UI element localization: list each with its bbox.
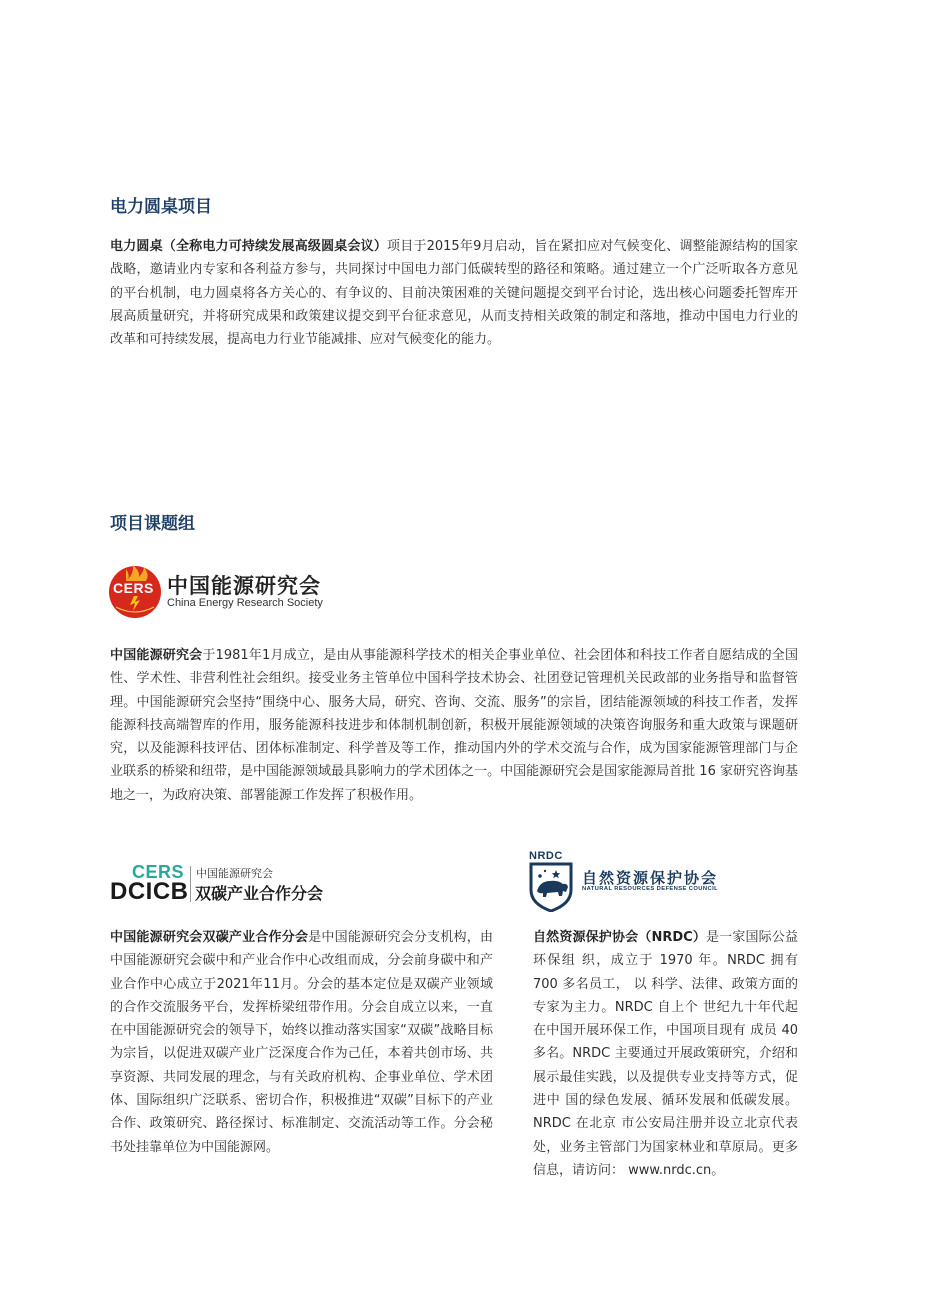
nrdc-paragraph bbox=[533, 926, 798, 1182]
nrdc-logo bbox=[528, 850, 768, 914]
dcicb-paragraph bbox=[110, 926, 493, 1159]
power-roundtable-paragraph bbox=[110, 235, 798, 351]
cers-logo bbox=[108, 563, 348, 619]
cers-body: 于1981年1月成立，是由从事能源科学技术的相关企事业单位、社会团体和科技工作者自愿结成的全国性、学术性、非营利性社会组织。接受业务主管单位中国科学技术协会、社团登记管理机关民政部的业务指导和监督管理。中国能源研究会坚持“围绕中心、服务大局，研究、咨询、交流、服务”的宗旨，团结能源领域的科技工作者，发挥能源科技高端智库的作用，服务能源科技进步和体制机制创新，积极开展能源领域的决策咨询服务和重大政策与课题研究，以及能源科技评估、团体标准制定、科学普及等工作，推动国内外的学术交流与合作，成为国家能源管理部门与企业联系的桥梁和纽带，是中国能源领域最具影响力的学术团体之一。中国能源研究会是国家能源局首批 16 家研究咨询基地之一，为政府决策、部署能源工作发挥了积极作用。 bbox=[110, 648, 798, 803]
nrdc-body: 是一家国际公益环保组 织，成立于 1970 年。NRDC 拥有 700 多名员工， 以 科学、法律、政策方面的专家为主力。NRDC 自上个 世纪九十年代起在中国开展环保工作，中国项目现有 成员 40 多名。NRDC 主要通过开展政策研究，介绍和展示最佳实践，以及提供专业支持等方式，促进中 国的绿色发展、循环发展和低碳发展。NRDC 在北京 市公安局注册并设立北京代表处，业务主管部门为国家林业和草原局。更多信息，请访问： www.nrdc.cn。 bbox=[533, 930, 798, 1178]
power-roundtable-body: 项目于2015年9月启动，旨在紧扣应对气候变化、调整能源结构的国家战略，邀请业内专家和各利益方参与，共同探讨中国电力部门低碳转型的路径和策略。通过建立一个广泛听取各方意见的平台机制，电力圆桌将各方关心的、有争议的、目前决策困难的关键问题提交到平台讨论，选出核心问题委托智库开展高质量研究，并将研究成果和政策建议提交到平台征求意见，从而支持相关政策的制定和落地，推动中国电力行业的改革和可持续发展，提高电力行业节能减排、应对气候变化的能力。 bbox=[110, 239, 798, 348]
dcicb-body: 是中国能源研究会分支机构，由中国能源研究会碳中和产业合作中心改组而成，分会前身碳中和产业合作中心成立于2021年11月。分会的基本定位是双碳产业领域的合作交流服务平台，发挥桥梁纽带作用。分会自成立以来，一直在中国能源研究会的领导下，始终以推动落实国家“双碳”战略目标为宗旨，以促进双碳产业广泛深度合作为己任，本着共创市场、共享资源、共同发展的理念，与有关政府机构、企事业单位、学术团体、国际组织广泛联系、密切合作，积极推进“双碳”目标下的产业合作、政策研究、路径探讨、标准制定、交流活动等工作。分会秘书处挂靠单位为中国能源网。 bbox=[110, 930, 493, 1155]
nrdc-logo-abbr: NRDC bbox=[529, 850, 563, 862]
dcicb-logo-cers: CERS bbox=[132, 862, 185, 882]
dcicb-logo bbox=[110, 862, 350, 906]
dcicb-logo-divider bbox=[190, 866, 191, 902]
cers-paragraph bbox=[110, 644, 798, 807]
cers-lead: 中国能源研究会 bbox=[110, 648, 203, 663]
dcicb-logo-cn-small: 中国能源研究会 bbox=[196, 867, 273, 880]
nrdc-lead: 自然资源保护协会（NRDC） bbox=[533, 930, 707, 945]
dcicb-logo-cn: 双碳产业合作分会 bbox=[195, 884, 324, 903]
cers-badge-text: CERS bbox=[113, 580, 154, 596]
nrdc-logo-en: NATURAL RESOURCES DEFENSE COUNCIL bbox=[582, 886, 719, 892]
cers-logo-cn: 中国能源研究会 bbox=[167, 574, 321, 598]
project-team-title: 项目课题组 bbox=[110, 514, 195, 534]
power-roundtable-title: 电力圆桌项目 bbox=[110, 197, 212, 217]
power-roundtable-lead: 电力圆桌（全称电力可持续发展高级圆桌会议） bbox=[110, 239, 388, 254]
dcicb-lead: 中国能源研究会双碳产业合作分会 bbox=[110, 930, 309, 945]
nrdc-logo-cn: 自然资源保护协会 bbox=[582, 869, 719, 887]
dcicb-logo-dcicb: DCICB bbox=[110, 878, 189, 905]
cers-logo-en: China Energy Research Society bbox=[167, 597, 323, 609]
polar-bear-shield-icon bbox=[528, 862, 574, 912]
